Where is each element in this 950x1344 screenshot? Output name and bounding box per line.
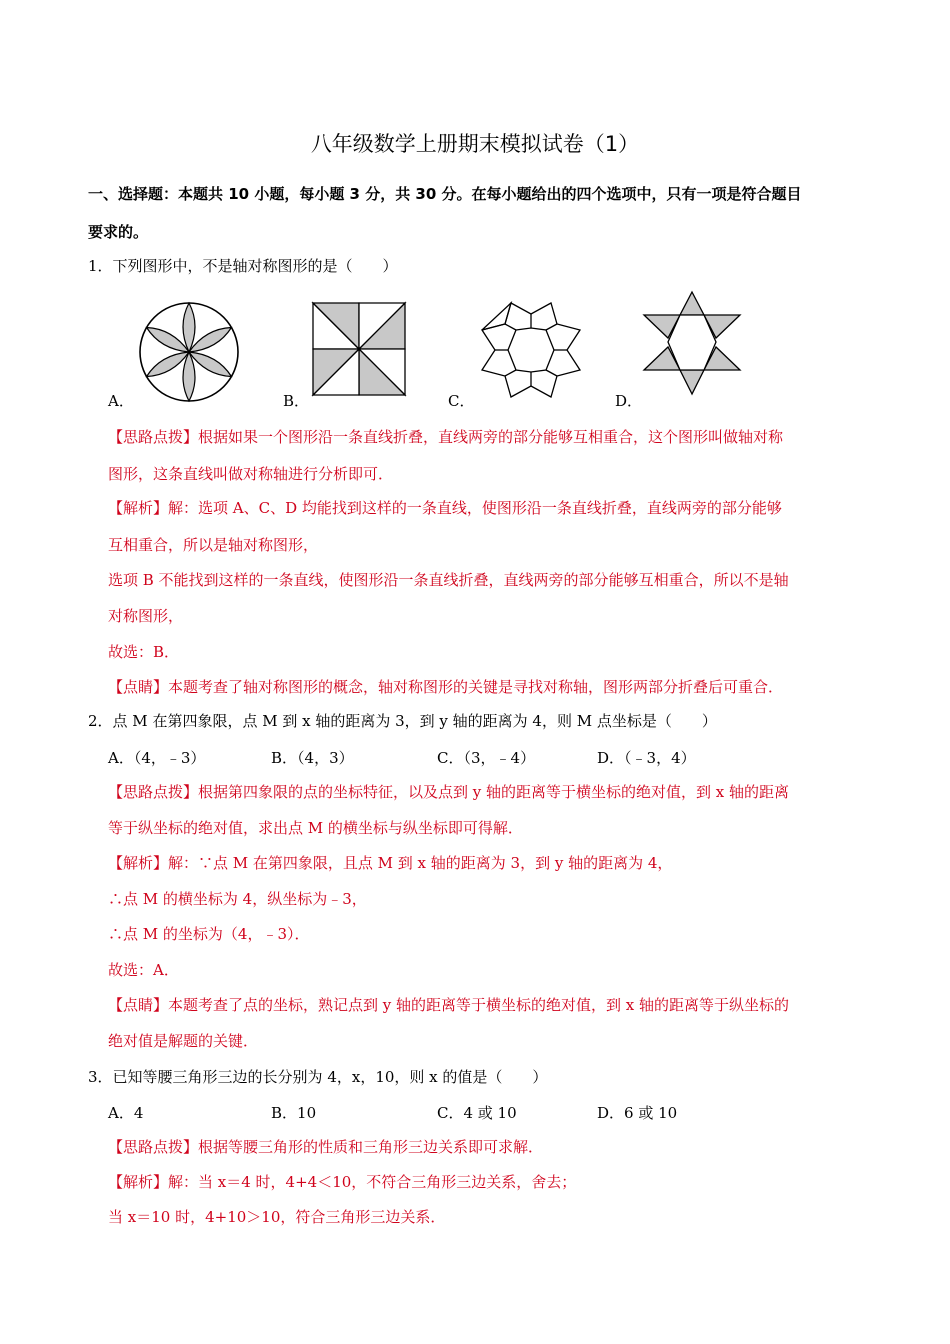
q1-analysis: 【解析】解：选项 A、C、D 均能找到这样的一条直线，使图形沿一条直线折叠，直线两旁的部分能够 xyxy=(108,499,782,517)
q2-analysis: 【解析】解：∵点 M 在第四象限，且点 M 到 x 轴的距离为 3，到 y 轴的距离为 4， xyxy=(108,854,673,872)
q1-hint-cont: 图形，这条直线叫做对称轴进行分析即可． xyxy=(108,465,394,483)
q1-analysis-cont: 互相重合，所以是轴对称图形， xyxy=(108,536,319,554)
q1-option-c[interactable]: C． xyxy=(448,392,475,410)
q2-comment: 【点睛】本题考查了点的坐标，熟记点到 y 轴的距离等于横坐标的绝对值，到 x 轴的距离等于纵坐标的 xyxy=(108,996,790,1014)
q3-analysis-cont: 当 x＝10 时，4+10＞10，符合三角形三边关系． xyxy=(108,1208,446,1226)
q3-option-a[interactable]: A．4 xyxy=(108,1104,144,1122)
q1-hint: 【思路点拨】根据如果一个图形沿一条直线折叠，直线两旁的部分能够互相重合，这个图形叫做轴对称 xyxy=(108,428,784,446)
q2-stem: 2．点 M 在第四象限，点 M 到 x 轴的距离为 3，到 y 轴的距离为 4，则 M 点坐标是（ ） xyxy=(88,712,717,730)
page-title: 八年级数学上册期末模拟试卷（1） xyxy=(310,132,640,156)
figure-d-hexagram xyxy=(642,290,742,400)
q3-hint: 【思路点拨】根据等腰三角形的性质和三角形三边关系即可求解． xyxy=(108,1138,544,1156)
q3-analysis: 【解析】解：当 x＝4 时，4+4＜10，不符合三角形三边关系，舍去； xyxy=(108,1173,577,1191)
q3-option-d[interactable]: D．6 或 10 xyxy=(597,1104,678,1122)
q1-option-b[interactable]: B． xyxy=(283,392,310,410)
figure-b-pinwheel xyxy=(310,300,408,398)
figure-a-flower-circle xyxy=(137,300,241,404)
q3-option-c[interactable]: C．4 或 10 xyxy=(437,1104,517,1122)
q2-hint-cont: 等于纵坐标的绝对值，求出点 M 的横坐标与纵坐标即可得解． xyxy=(108,819,523,837)
q1-comment: 【点睛】本题考查了轴对称图形的概念，轴对称图形的关键是寻找对称轴，图形两部分折叠后可重合． xyxy=(108,678,784,696)
q1-stem: 1．下列图形中，不是轴对称图形的是（ ） xyxy=(88,257,398,275)
q1-analysis-cont2: 选项 B 不能找到这样的一条直线，使图形沿一条直线折叠，直线两旁的部分能够互相重合，所以不是轴 xyxy=(108,571,789,589)
q2-option-b[interactable]: B．（4，3） xyxy=(271,749,354,767)
q1-answer: 故选：B． xyxy=(108,643,180,661)
q3-option-b[interactable]: B．10 xyxy=(271,1104,317,1122)
figure-c-star-outline xyxy=(474,300,588,400)
q2-answer: 故选：A． xyxy=(108,961,179,979)
q1-analysis-cont3: 对称图形， xyxy=(108,607,184,625)
q3-stem: 3．已知等腰三角形三边的长分别为 4，x，10，则 x 的值是（ ） xyxy=(88,1068,548,1086)
q2-analysis-cont: ∴点 M 的横坐标为 4，纵坐标为﹣3， xyxy=(108,890,367,908)
q2-option-a[interactable]: A．（4，﹣3） xyxy=(108,749,206,767)
section-heading: 一、选择题：本题共 10 小题，每小题 3 分，共 30 分。在每小题给出的四个选项中，只有一项是符合题目 xyxy=(88,185,802,203)
q2-option-d[interactable]: D．（﹣3，4） xyxy=(597,749,696,767)
q2-hint: 【思路点拨】根据第四象限的点的坐标特征，以及点到 y 轴的距离等于横坐标的绝对值，到 x 轴的距离 xyxy=(108,783,790,801)
q1-option-a[interactable]: A． xyxy=(108,392,134,410)
q1-option-d[interactable]: D． xyxy=(615,392,643,410)
q2-analysis-cont2: ∴点 M 的坐标为（4，﹣3）． xyxy=(108,925,310,943)
q2-comment-cont: 绝对值是解题的关键． xyxy=(108,1032,259,1050)
q2-option-c[interactable]: C．（3，﹣4） xyxy=(437,749,536,767)
section-heading-cont: 要求的。 xyxy=(88,223,149,241)
